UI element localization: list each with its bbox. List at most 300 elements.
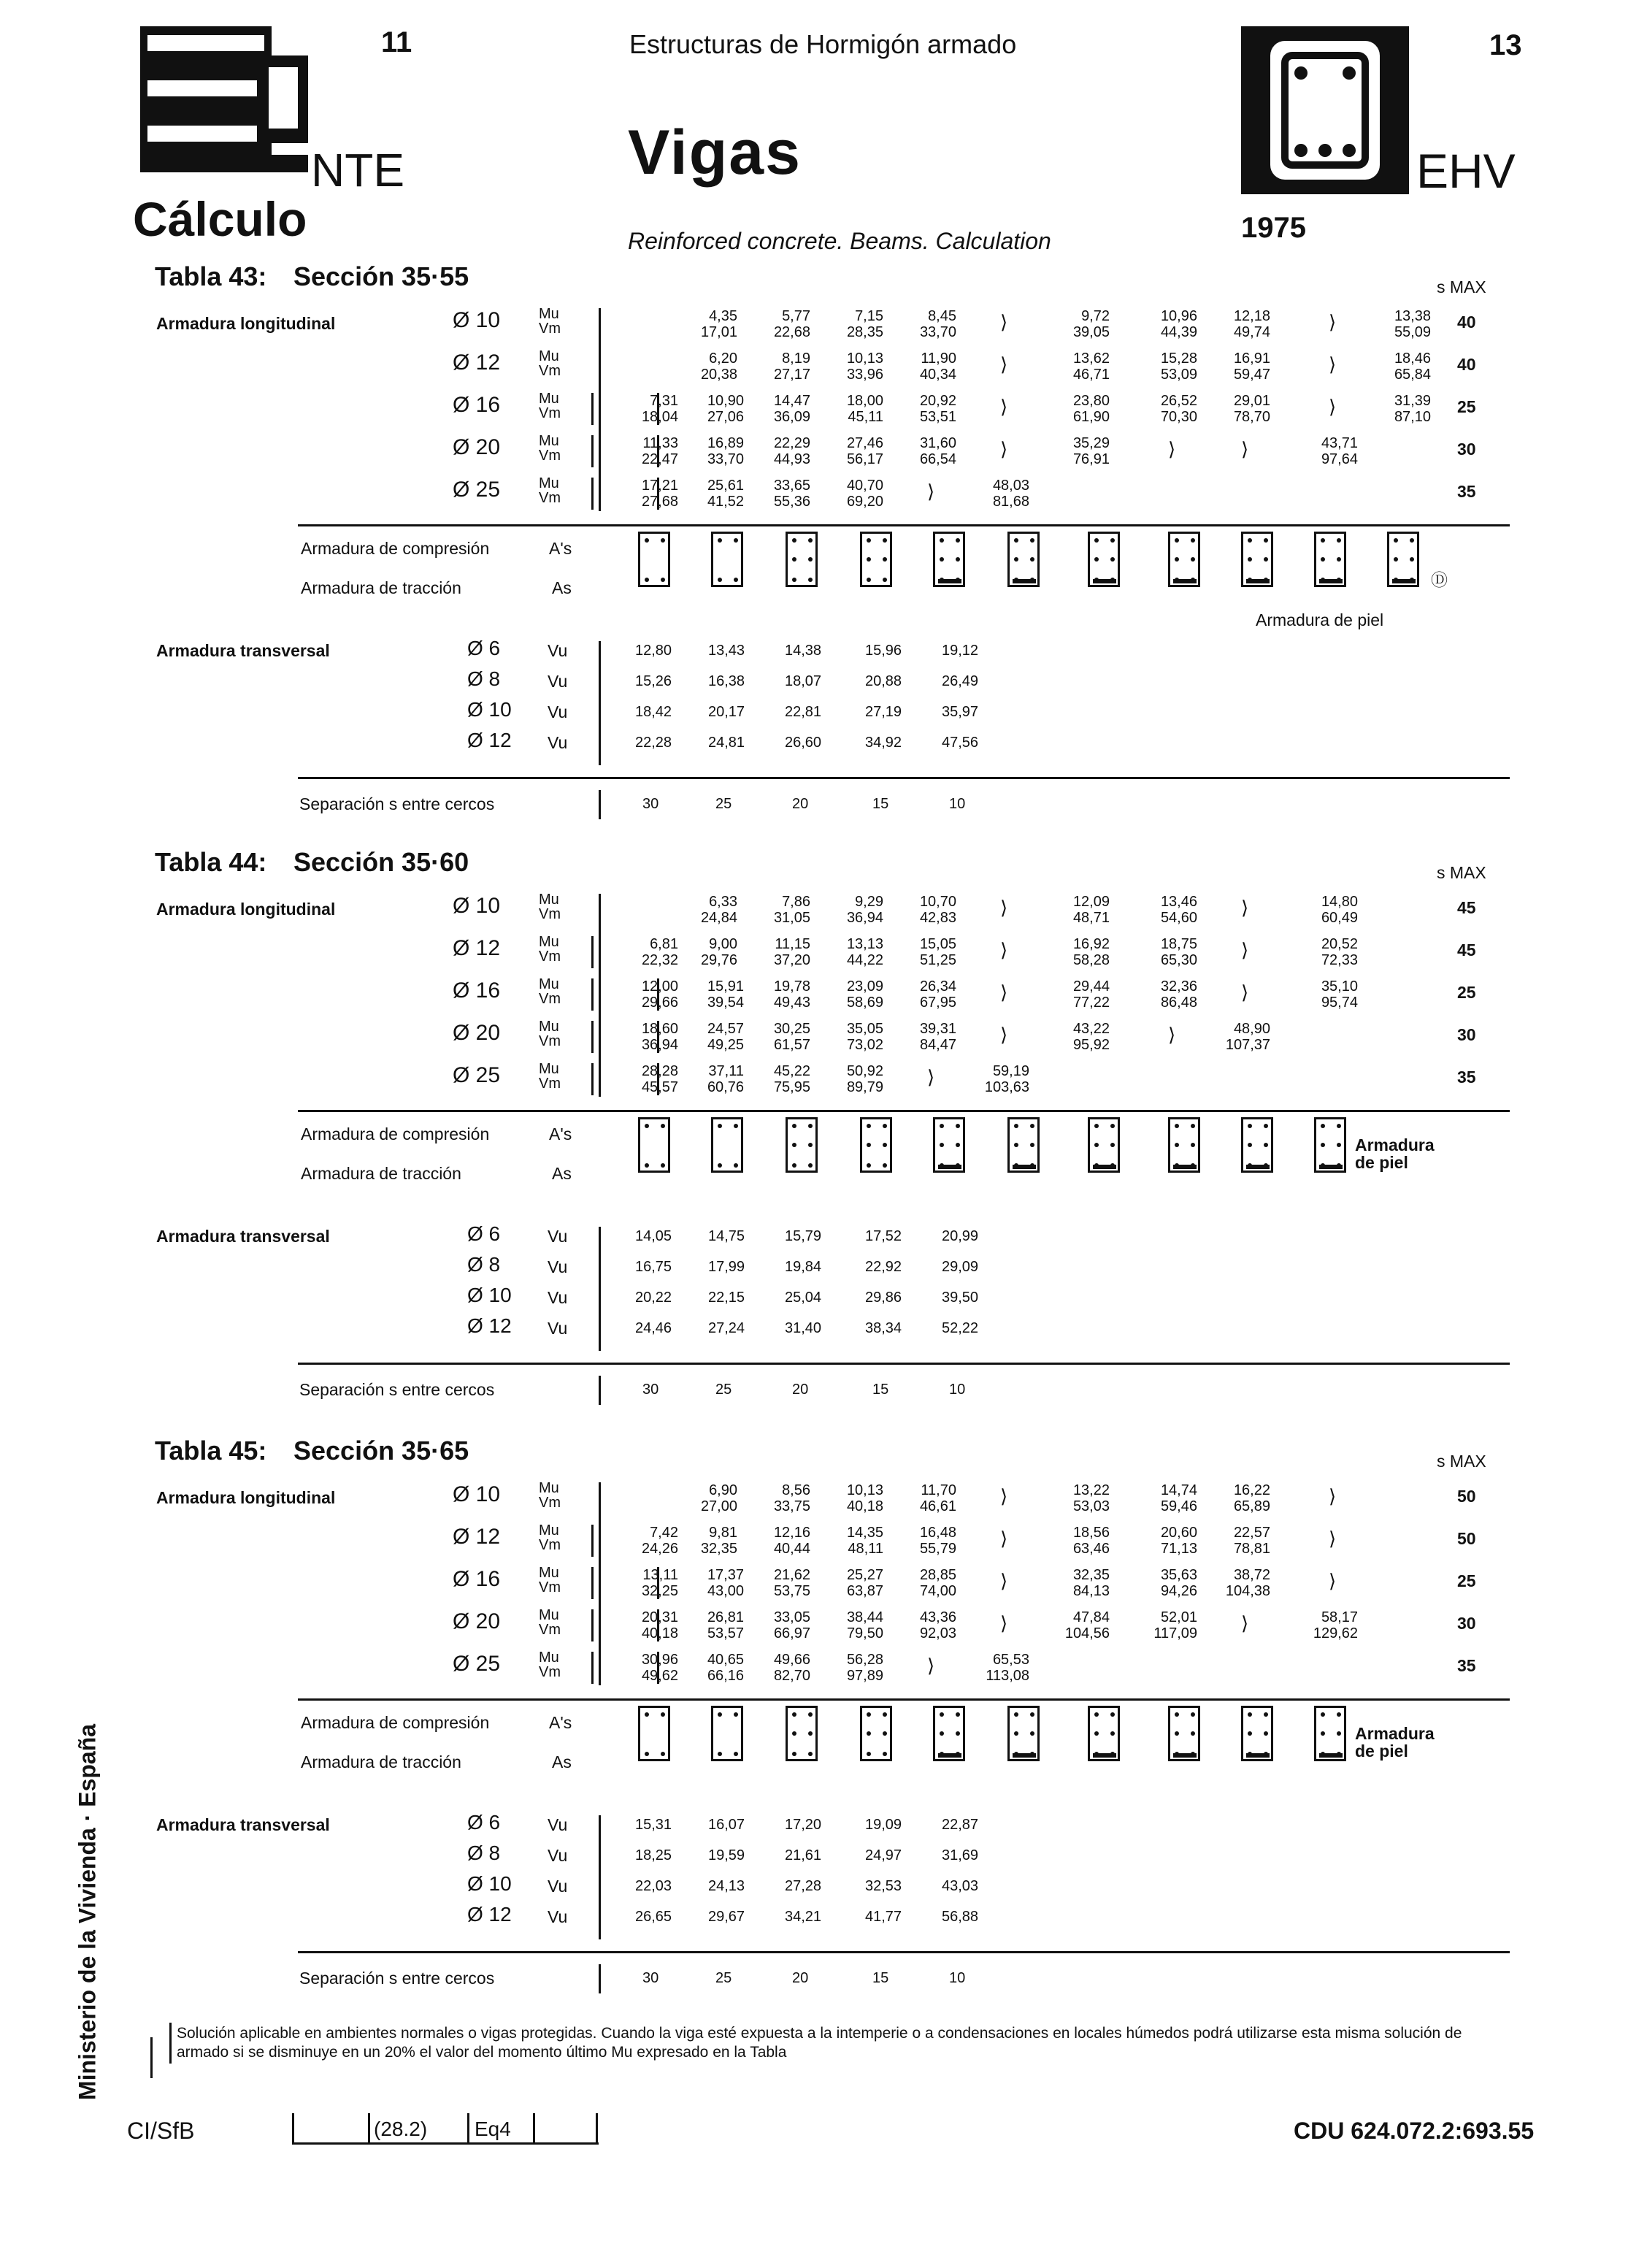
- mu-vm-label: Vm: [539, 405, 561, 421]
- cell-number: 39,05: [1072, 324, 1110, 340]
- cell-number: 22,57: [1233, 1525, 1270, 1541]
- rebar-dot: [1191, 538, 1195, 543]
- cell-value: [657, 350, 737, 383]
- mu-vm-label: Mu: [539, 1650, 559, 1666]
- cell-number: 16,92: [1072, 936, 1110, 952]
- cell-value: [730, 308, 810, 340]
- mu-vm-label: Mu: [539, 976, 559, 992]
- cell-number: 38,72: [1233, 1567, 1270, 1583]
- rebar-dot: [1014, 1731, 1018, 1736]
- phi-label: Ø 8: [467, 1253, 501, 1276]
- cell-value: [1190, 1525, 1270, 1557]
- rebar-dot: [1321, 1712, 1325, 1717]
- phi-label: Ø 20: [453, 1609, 501, 1633]
- rebar-bottom-row: [938, 579, 961, 583]
- shear-value: 17,99: [708, 1259, 745, 1275]
- beam-section-icon: [1314, 1117, 1346, 1173]
- shear-value: 16,75: [635, 1259, 672, 1275]
- shear-value: 16,07: [708, 1817, 745, 1833]
- rebar-dot: [808, 557, 813, 562]
- ministry-side-text: Ministerio de la Vivienda · España: [74, 1723, 101, 2101]
- table-vertical-rule: [599, 1376, 601, 1405]
- shear-value: 19,84: [785, 1259, 822, 1275]
- mu-vm-label: Vm: [539, 906, 561, 922]
- rebar-dot: [1175, 538, 1179, 543]
- compression-symbol: A's: [549, 539, 572, 558]
- arrow-mark: ⟩: [1168, 438, 1176, 460]
- cell-number: 48,90: [1233, 1021, 1270, 1037]
- traction-label: Armadura de tracción: [301, 1752, 461, 1771]
- table-divider: [298, 1698, 1510, 1701]
- cell-value: [1190, 1021, 1270, 1053]
- cell-number: 28,28: [641, 1063, 678, 1079]
- arrow-mark: ⟩: [1329, 396, 1337, 418]
- beam-section-icon: [711, 1706, 743, 1761]
- cell-value: [1117, 350, 1197, 383]
- rebar-dot: [1094, 1124, 1099, 1128]
- mu-vm-label: Mu: [539, 348, 559, 364]
- shear-value: 17,52: [865, 1228, 902, 1244]
- cell-number: 97,64: [1321, 451, 1358, 467]
- table-divider: [298, 1363, 1510, 1365]
- table-divider: [298, 1951, 1510, 1953]
- arrow-mark: ⟩: [1000, 1612, 1008, 1634]
- cell-value: [730, 1609, 810, 1641]
- cell-value: [803, 894, 883, 926]
- rebar-dot: [1191, 1124, 1195, 1128]
- skin-reinforcement-label: Armadura de piel: [1355, 1724, 1435, 1761]
- cell-number: 32,35: [700, 1541, 737, 1557]
- vu-label: Vu: [548, 1907, 568, 1926]
- cell-value: [876, 978, 956, 1011]
- rebar-dot: [808, 1124, 813, 1128]
- cell-number: 84,13: [1072, 1583, 1110, 1599]
- cell-value: [730, 1652, 810, 1684]
- beam-section-icon: [638, 1117, 670, 1173]
- cell-number: 53,03: [1072, 1498, 1110, 1514]
- cell-number: 18,75: [1160, 936, 1197, 952]
- cell-number: 29,76: [700, 952, 737, 968]
- phi-label: Ø 25: [453, 478, 501, 502]
- cell-number: 25,61: [707, 478, 744, 494]
- cell-number: 27,00: [700, 1498, 737, 1514]
- shear-value: 22,92: [865, 1259, 902, 1275]
- rebar-dot: [1248, 1731, 1252, 1736]
- cell-number: 29,44: [1072, 978, 1110, 995]
- year: 1975: [1241, 212, 1306, 244]
- rebar-dot: [1094, 1712, 1099, 1717]
- cell-number: 92,03: [919, 1625, 956, 1641]
- rebar-dot: [1264, 1712, 1268, 1717]
- arrow-mark: ⟩: [1000, 438, 1008, 460]
- rebar-dot: [718, 1752, 722, 1756]
- rebar-dot: [1264, 1143, 1268, 1147]
- cell-number: 7,86: [782, 894, 810, 910]
- cell-value: [803, 393, 883, 425]
- shear-value: 26,65: [635, 1909, 672, 1925]
- cell-number: 22,68: [773, 324, 810, 340]
- rebar-dot: [1014, 538, 1018, 543]
- phi-label: Ø 10: [453, 894, 501, 918]
- rebar-dot: [1394, 538, 1398, 543]
- cell-number: 42,83: [919, 910, 956, 926]
- cell-number: 43,36: [919, 1609, 956, 1625]
- mu-vm-label: Vm: [539, 363, 561, 379]
- rebar-dot: [1110, 1712, 1115, 1717]
- shear-value: 15,26: [635, 673, 672, 689]
- phi-label: Ø 12: [453, 936, 501, 960]
- arrow-mark: ⟩: [1000, 1528, 1008, 1549]
- cell-number: 75,95: [773, 1079, 810, 1095]
- rebar-dot: [867, 1143, 871, 1147]
- shear-value: 24,97: [865, 1847, 902, 1863]
- traction-label: Armadura de tracción: [301, 1164, 461, 1183]
- cell-value: [1117, 308, 1197, 340]
- rebar-dot: [883, 1163, 887, 1168]
- rebar-dot: [661, 1752, 665, 1756]
- vu-label: Vu: [548, 1257, 568, 1276]
- beam-section-icon: [1387, 532, 1419, 587]
- rebar-dot: [867, 1731, 871, 1736]
- rebar-bottom-row: [1093, 1753, 1116, 1758]
- shear-value: 19,12: [942, 643, 979, 659]
- transversal-label: Armadura transversal: [156, 1815, 330, 1834]
- cell-value: [730, 978, 810, 1011]
- rebar-bottom-row: [1013, 1165, 1036, 1169]
- spacing-value: 15: [872, 1382, 889, 1398]
- shear-value: 43,03: [942, 1878, 979, 1894]
- cell-number: 15,05: [919, 936, 956, 952]
- cell-number: 47,84: [1072, 1609, 1110, 1625]
- stirrup-spacing-label: Separación s entre cercos: [299, 794, 495, 813]
- shear-value: 31,40: [785, 1320, 822, 1336]
- cell-number: 16,89: [707, 435, 744, 451]
- cell-value: [1029, 936, 1110, 968]
- cell-value: [949, 1063, 1029, 1095]
- cell-number: 22,47: [641, 451, 678, 467]
- rebar-dot: [808, 1163, 813, 1168]
- rebar-dot: [792, 1731, 796, 1736]
- cell-number: 33,75: [773, 1498, 810, 1514]
- table-vertical-rule: [599, 1964, 601, 1993]
- cell-number: 117,09: [1153, 1625, 1197, 1641]
- cell-number: 44,22: [846, 952, 883, 968]
- cell-number: 12,18: [1233, 308, 1270, 324]
- cell-value: [803, 1609, 883, 1641]
- cell-number: 40,44: [773, 1541, 810, 1557]
- cell-value: [803, 308, 883, 340]
- cell-number: 32,35: [1072, 1567, 1110, 1583]
- cell-number: 6,81: [650, 936, 678, 952]
- rebar-dot: [645, 1752, 649, 1756]
- mu-vm-label: Vm: [539, 1579, 561, 1595]
- cell-number: 51,25: [919, 952, 956, 968]
- rebar-dot: [734, 538, 738, 543]
- rebar-dot: [1030, 1731, 1034, 1736]
- smax-value: 35: [1457, 1656, 1476, 1675]
- beam-section-icon: [1168, 532, 1200, 587]
- mu-vm-label: Mu: [539, 892, 559, 908]
- cell-number: 74,00: [919, 1583, 956, 1599]
- cell-number: 35,05: [846, 1021, 883, 1037]
- cell-number: 24,84: [700, 910, 737, 926]
- cell-number: 94,26: [1160, 1583, 1197, 1599]
- cell-value: [1117, 978, 1197, 1011]
- shear-value: 15,96: [865, 643, 902, 659]
- cell-number: 70,30: [1160, 409, 1197, 425]
- rebar-dot: [1191, 1143, 1195, 1147]
- rebar-bottom-row: [1246, 1753, 1270, 1758]
- spacing-value: 30: [642, 1382, 659, 1398]
- cell-number: 66,54: [919, 451, 956, 467]
- cell-number: 10,13: [846, 350, 883, 367]
- smax-value: 30: [1457, 1614, 1476, 1633]
- mu-vm-label: Mu: [539, 1061, 559, 1077]
- cell-value: [803, 1063, 883, 1095]
- traction-symbol: As: [552, 1752, 572, 1771]
- cell-number: 20,52: [1321, 936, 1358, 952]
- cell-value: [657, 936, 737, 968]
- longitudinal-label: Armadura longitudinal: [156, 900, 336, 919]
- shear-value: 22,15: [708, 1290, 745, 1306]
- cell-value: [1029, 308, 1110, 340]
- page-right-number: 13: [1489, 29, 1522, 61]
- cell-number: 89,79: [846, 1079, 883, 1095]
- vu-label: Vu: [548, 702, 568, 721]
- rebar-bottom-row: [1319, 1753, 1343, 1758]
- cell-number: 56,28: [846, 1652, 883, 1668]
- cell-number: 129,62: [1313, 1625, 1358, 1641]
- rebar-dot: [883, 1731, 887, 1736]
- smax-value: 25: [1457, 1571, 1476, 1590]
- cell-number: 11,15: [775, 936, 810, 952]
- cell-number: 10,70: [919, 894, 956, 910]
- shear-value: 22,81: [785, 704, 822, 720]
- cell-number: 53,09: [1160, 367, 1197, 383]
- skin-reinforcement-marker: Ⓓ: [1431, 570, 1448, 589]
- rebar-dot: [867, 557, 871, 562]
- mu-vm-label: Mu: [539, 1522, 559, 1539]
- mu-vm-label: Vm: [539, 1537, 561, 1553]
- cell-number: 11,33: [642, 435, 678, 451]
- cell-number: 31,60: [919, 435, 956, 451]
- cell-number: 43,71: [1321, 435, 1358, 451]
- rebar-dot: [1248, 557, 1252, 562]
- cell-value: [730, 1021, 810, 1053]
- vu-label: Vu: [548, 641, 568, 660]
- rebar-dot: [792, 1143, 796, 1147]
- mu-vm-label: Mu: [539, 934, 559, 950]
- rebar-bottom-row: [1013, 1753, 1036, 1758]
- phi-label: Ø 12: [467, 1903, 512, 1926]
- rebar-dot: [1175, 1712, 1179, 1717]
- cell-number: 5,77: [782, 308, 810, 324]
- shear-value: 18,42: [635, 704, 672, 720]
- cell-number: 45,22: [773, 1063, 810, 1079]
- cell-number: 12,09: [1072, 894, 1110, 910]
- cell-value: [1117, 936, 1197, 968]
- shear-value: 21,61: [785, 1847, 822, 1863]
- cell-number: 16,91: [1233, 350, 1270, 367]
- rebar-dot: [956, 1712, 960, 1717]
- phi-label: Ø 10: [467, 1872, 512, 1895]
- cell-value: [1351, 393, 1431, 425]
- cell-number: 82,70: [773, 1668, 810, 1684]
- table-title: Tabla 45:: [155, 1436, 267, 1466]
- phi-label: Ø 16: [453, 1567, 501, 1591]
- cell-value: [1190, 350, 1270, 383]
- phi-label: Ø 25: [453, 1652, 501, 1676]
- spacing-value: 10: [949, 1970, 966, 1986]
- shear-value: 47,56: [942, 735, 979, 751]
- cell-number: 20,38: [700, 367, 737, 383]
- publication-title: Estructuras de Hormigón armado: [629, 29, 1017, 59]
- rebar-dot: [1337, 538, 1341, 543]
- cell-value: [730, 435, 810, 467]
- shear-value: 24,81: [708, 735, 745, 751]
- smax-label: s MAX: [1437, 277, 1486, 296]
- cell-number: 30,96: [641, 1652, 678, 1668]
- beam-section-icon: [1314, 532, 1346, 587]
- beam-section-icon: [933, 532, 965, 587]
- beam-section-icon: [860, 1117, 892, 1173]
- arrow-mark: ⟩: [1329, 1570, 1337, 1592]
- rebar-dot: [734, 1752, 738, 1756]
- arrow-mark: ⟩: [1000, 939, 1008, 961]
- cell-number: 37,11: [708, 1063, 744, 1079]
- smax-value: 35: [1457, 1068, 1476, 1087]
- arrow-mark: ⟩: [1000, 1485, 1008, 1507]
- cell-number: 107,37: [1225, 1037, 1270, 1053]
- beam-section-icon: [1007, 1706, 1040, 1761]
- rebar-dot: [867, 1752, 871, 1756]
- cell-value: [1278, 936, 1358, 968]
- table-divider: [298, 1110, 1510, 1112]
- mu-vm-label: Vm: [539, 991, 561, 1007]
- cell-number: 21,62: [773, 1567, 810, 1583]
- rebar-dot: [808, 538, 813, 543]
- spacing-value: 25: [715, 1970, 732, 1986]
- spacing-value: 20: [792, 1970, 809, 1986]
- rebar-dot: [661, 578, 665, 582]
- rebar-dot: [940, 538, 944, 543]
- rebar-dot: [718, 538, 722, 543]
- cell-number: 26,34: [919, 978, 956, 995]
- cell-value: [1029, 978, 1110, 1011]
- cell-value: [876, 1609, 956, 1641]
- shear-value: 34,92: [865, 735, 902, 751]
- cell-number: 69,20: [846, 494, 883, 510]
- cell-number: 14,35: [846, 1525, 883, 1541]
- rebar-dot: [1264, 557, 1268, 562]
- rebar-dot: [792, 578, 796, 582]
- cell-number: 14,74: [1160, 1482, 1197, 1498]
- phi-label: Ø 10: [453, 1482, 501, 1506]
- rebar-dot: [808, 1752, 813, 1756]
- cell-number: 104,38: [1225, 1583, 1270, 1599]
- cell-value: [876, 308, 956, 340]
- shear-value: 18,25: [635, 1847, 672, 1863]
- cell-value: [876, 1567, 956, 1599]
- beam-section-icon: [1241, 1706, 1273, 1761]
- rebar-dot: [734, 1163, 738, 1168]
- arrow-mark: ⟩: [1329, 353, 1337, 375]
- arrow-mark: ⟩: [927, 1066, 935, 1088]
- table-vertical-rule: [599, 1227, 601, 1351]
- table-section: Sección 35·60: [293, 847, 469, 877]
- cell-number: 7,15: [855, 308, 883, 324]
- cell-number: 45,57: [641, 1079, 678, 1095]
- cell-number: 6,90: [709, 1482, 737, 1498]
- phi-label: Ø 6: [467, 1811, 501, 1834]
- shear-value: 20,88: [865, 673, 902, 689]
- cell-value: [1117, 1525, 1197, 1557]
- phi-label: Ø 20: [453, 435, 501, 459]
- shear-value: 14,38: [785, 643, 822, 659]
- spacing-value: 15: [872, 1970, 889, 1986]
- beam-section-icon: [1007, 532, 1040, 587]
- cdu-code: CDU 624.072.2:693.55: [1294, 2118, 1535, 2144]
- stirrup-spacing-label: Separación s entre cercos: [299, 1380, 495, 1399]
- cell-value: [1029, 1482, 1110, 1514]
- mu-vm-label: Mu: [539, 433, 559, 449]
- skin-reinforcement-label: Armadura de piel: [1256, 610, 1384, 629]
- beam-section-icon: [1088, 1706, 1120, 1761]
- compression-label: Armadura de compresión: [301, 1713, 490, 1732]
- shear-value: 20,17: [708, 704, 745, 720]
- cell-number: 18,60: [641, 1021, 678, 1037]
- traction-label: Armadura de tracción: [301, 578, 461, 597]
- cell-number: 104,56: [1064, 1625, 1110, 1641]
- rebar-dot: [661, 1163, 665, 1168]
- shear-value: 12,80: [635, 643, 672, 659]
- cell-number: 13,11: [642, 1567, 678, 1583]
- shear-value: 15,79: [785, 1228, 822, 1244]
- rebar-dot: [1094, 1731, 1099, 1736]
- cell-number: 61,90: [1072, 409, 1110, 425]
- cell-number: 60,76: [707, 1079, 744, 1095]
- cell-number: 33,70: [919, 324, 956, 340]
- cell-number: 19,78: [773, 978, 810, 995]
- cell-number: 46,61: [919, 1498, 956, 1514]
- traction-symbol: As: [552, 1164, 572, 1183]
- beam-section-icon: [860, 532, 892, 587]
- rebar-dot: [956, 1731, 960, 1736]
- rebar-dot: [792, 1124, 796, 1128]
- beam-section-icon: [1007, 1117, 1040, 1173]
- cell-number: 13,38: [1394, 308, 1431, 324]
- shear-value: 27,28: [785, 1878, 822, 1894]
- cell-value: [803, 478, 883, 510]
- phi-label: Ø 20: [453, 1021, 501, 1045]
- cell-value: [1351, 350, 1431, 383]
- rebar-dot: [792, 557, 796, 562]
- cell-number: 16,48: [919, 1525, 956, 1541]
- cell-number: 113,08: [986, 1668, 1029, 1684]
- cell-number: 78,70: [1233, 409, 1270, 425]
- phi-label: Ø 8: [467, 1842, 501, 1864]
- stirrup-spacing-label: Separación s entre cercos: [299, 1969, 495, 1988]
- mu-vm-label: Mu: [539, 391, 559, 407]
- cell-number: 44,93: [773, 451, 810, 467]
- cell-number: 39,31: [919, 1021, 956, 1037]
- rebar-dot: [661, 538, 665, 543]
- rebar-dot: [734, 578, 738, 582]
- rebar-dot: [883, 557, 887, 562]
- rebar-dot: [867, 538, 871, 543]
- vu-label: Vu: [548, 1846, 568, 1865]
- cell-value: [876, 1021, 956, 1053]
